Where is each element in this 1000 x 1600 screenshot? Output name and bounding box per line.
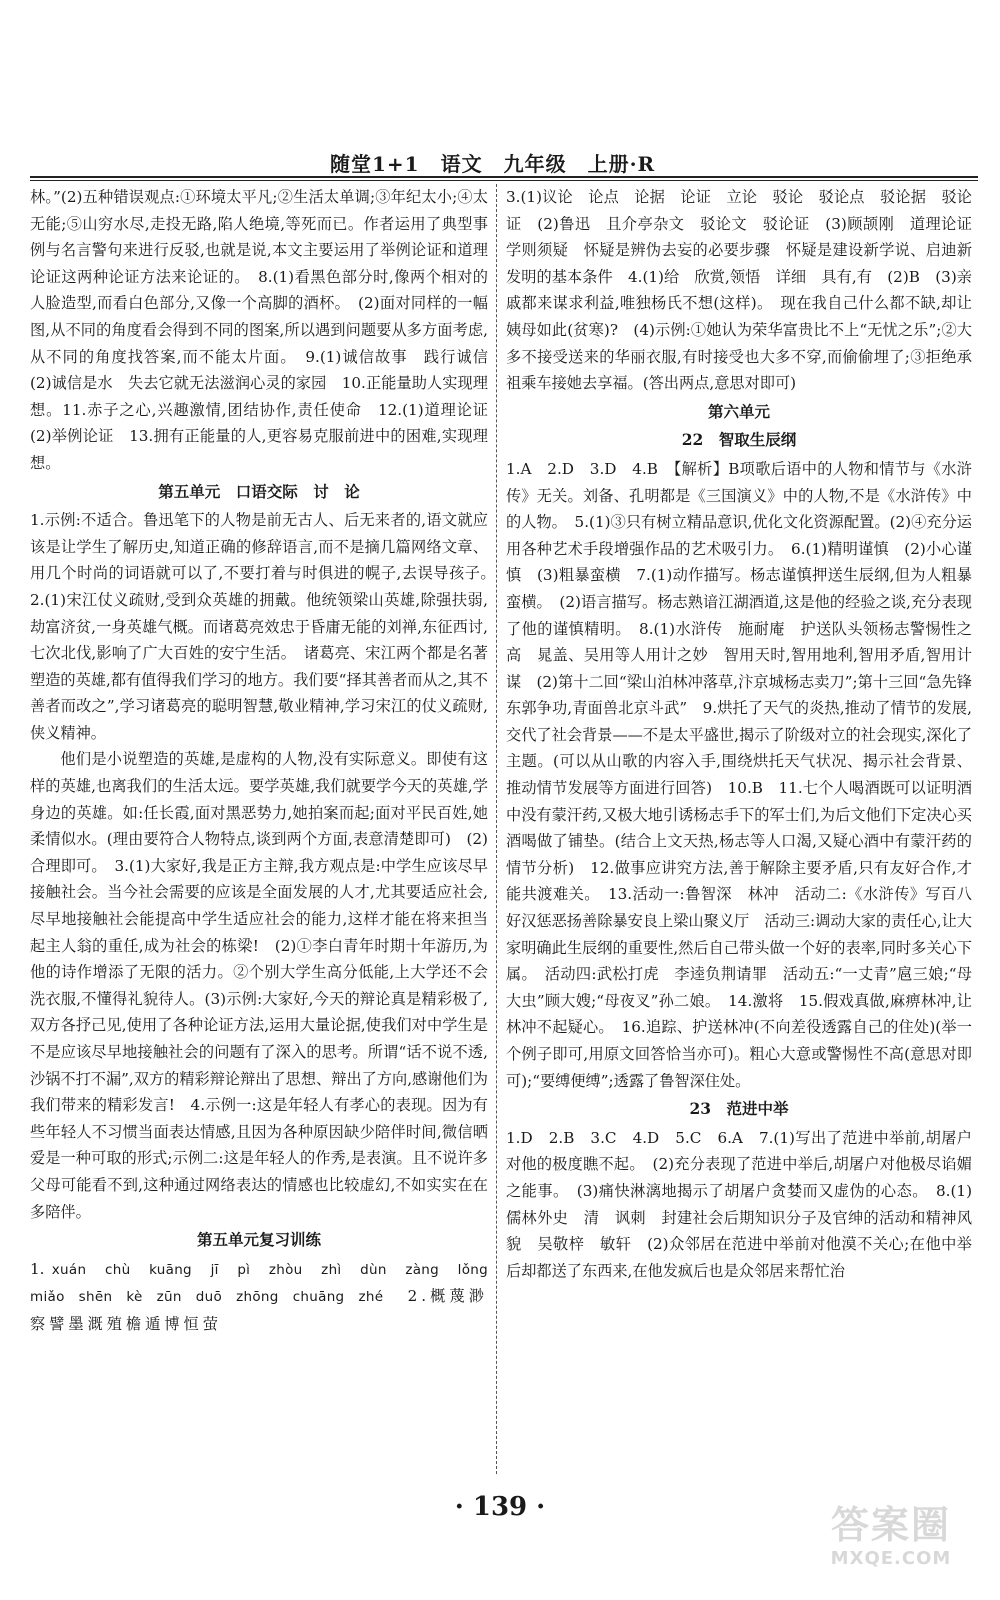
section-heading: 第五单元 口语交际 讨 论 bbox=[158, 481, 360, 501]
page-number: · 139 · bbox=[454, 1492, 546, 1522]
watermark-text: 答案圈 bbox=[830, 1502, 951, 1547]
answer-block: 3.(1)议论 论点 论据 论证 立论 驳论 驳论点 驳论据 驳论证 (2)鲁迅 且介亭杂文 驳论文 驳论证 (3)顾颉刚 道理论证 学则须疑 怀疑是辨伪去妄的必要步骤 怀疑是建设新学说、启迪新发明的基本条件 4.(1)给 欣赏,领悟 详细 具有,有 (2)B (3)亲戚都来谋求利益,唯独杨氏不想(这样)。 现在我自己什么都不缺,却让姨母如此(贫寒)? (4)示例:①她认为荣华富贵比不上“无忧之乐”;②大多不接受送来的华丽衣服,有时接受也大多不穿,而偷偷埋了;③拒绝承祖乘车接她去享福。(答出两点,意思对即可) bbox=[506, 188, 988, 393]
left-column bbox=[30, 184, 504, 1484]
character-answers: 2.概蔑渺察譬墨溉殖檐遁博恒萤 bbox=[30, 1287, 488, 1333]
right-column bbox=[506, 184, 988, 1484]
unit-heading: 第六单元 bbox=[707, 401, 770, 421]
column-divider bbox=[496, 184, 497, 1474]
answer-block: 林。”(2)五种错误观点:①环境太平凡;②生活太单调;③年纪太小;④太无能;⑤山穷水尽,走投无路,陷人绝境,等死而已。作者运用了典型事例与名言警句来进行反驳,也就是说,本文主要运用了举例论证和道理论证这两种论证方法来论证的。 8.(1)看黑色部分时,像两个相对的人脸造型,而看白色部分,又像一个高脚的酒杯。 (2)面对同样的一幅图,从不同的角度看会得到不同的图案,所以遇到问题要从多方面考虑,从不同的角度找答案,而不能太片面。 9.(1)诚信故事 践行诚信 (2)诚信是水 失去它就无法滋润心灵的家园 10.正能量助人实现理想。11.赤子之心,兴趣激情,团结协作,责任使命 12.(1)道理论证 (2)举例论证 13.拥有正能量的人,更容易克服前进中的困难,实现理想。 bbox=[30, 188, 504, 472]
lesson-heading: 22 智取生辰纲 bbox=[681, 430, 797, 450]
header-title: 随堂1+1 语文 九年级 上册·R bbox=[330, 152, 656, 176]
header-rule bbox=[30, 176, 978, 181]
running-header bbox=[0, 148, 1000, 174]
question-number: 1. bbox=[30, 1259, 45, 1278]
answer-block: 1.A 2.D 3.D 4.B 【解析】B项歌后语中的人物和情节与《水浒传》无关。刘备、孔明都是《三国演义》中的人物,不是《水浒传》中的人物。 5.(1)③只有树立精品意识,优化文化资源配置。(2)④充分运用各种艺术手段增强作品的艺术吸引力。 6.(1)精明谨慎 (2)小心谨慎 (3)粗暴蛮横 7.(1)动作描写。杨志谨慎押送生辰纲,但为人粗暴蛮横。 (2)语言描写。杨志熟谙江湖酒道,这是他的经验之谈,充分表现了他的谨慎精明。 8.(1)水浒传 施耐庵 护送队头领杨志警惕性之高 晁盖、吴用等人用计之妙 智用天时,智用地利,智用矛盾,智用计谋 (2)第十二回“梁山泊林冲落草,汴京城杨志卖刀”;第十三回“急先锋东郭争功,青面兽北京斗武” 9.烘托了天气的炎热,推动了情节的发展,交代了社会背景——不是太平盛世,揭示了阶级对立的社会现实,深化了主题。(可以从山歌的内容入手,围绕烘托天气状况、揭示社会背景、推动情节发展等方面进行回答) 10.B 11.七个人喝酒既可以证明酒中没有蒙汗药,又极大地引诱杨志手下的军士们,为后文他们下定决心买酒喝做了铺垫。(结合上文天热,杨志等人口渴,又疑心酒中有蒙汗药的情节分析) 12.做事应讲究方法,善于解除主要矛盾,只有友好合作,才能共渡难关。 13.活动一:鲁智深 林冲 活动二:《水浒传》写百八好汉惩恶扬善除暴安良上梁山聚义厅 活动三:调动大家的责任心,让大家明确此生辰纲的重要性,然后自己带头做一个好的表率,同时多关心下属。 活动四:武松打虎 李逵负荆请罪 活动五:“一丈青”扈三娘;“母大虫”顾大嫂;“母夜叉”孙二娘。 14.激将 15.假戏真做,麻痹林冲,让林冲不起疑心。 16.追踪、护送林冲(不向差役透露自己的住处)(举一个例子即可,用原文回答恰当亦可)。粗心大意或警惕性不高(意思对即可);“要缚便缚”;透露了鲁智深住处。 bbox=[506, 459, 972, 1090]
section-heading: 第五单元复习训练 bbox=[196, 1230, 321, 1250]
pinyin-text: xuán chù kuāng jī pì zhòu zhì dùn zàng lǒng miǎo shēn kè zūn duō zhōng chuāng zhé bbox=[30, 1261, 502, 1306]
watermark-url: MXQE.COM bbox=[830, 1548, 952, 1569]
answer-block: 他们是小说塑造的英雄,是虚构的人物,没有实际意义。即使有这样的英雄,也离我们的生活太远。要学英雄,我们就要学今天的英雄,学身边的英雄。如:任长霞,面对黑恶势力,她拍案而起;面对平民百姓,她柔情似水。(理由要符合人物特点,谈到两个方面,表意清楚即可) (2)合理即可。 3.(1)大家好,我是正方主辩,我方观点是:中学生应该尽早接触社会。当今社会需要的应该是全面发展的人才,尤其要适应社会,尽早地接触社会能提高中学生适应社会的能力,这样才能在将来担当起主人翁的重任,成为社会的栋梁! (2)①李白青年时期十年游历,为他的诗作增添了无限的活力。②个别大学生高分低能,上大学还不会洗衣服,不懂得礼貌待人。(3)示例:大家好,今天的辩论真是精彩极了,双方各抒己见,使用了各种论证方法,运用大量论据,使我们对中学生是不是应该尽早地接触社会的问题有了深入的思考。所谓“话不说不透,沙锅不打不漏”,双方的精彩辩论辩出了思想、辩出了方向,感谢他们为我们带来的精彩发言! 4.示例一:这是年轻人有孝心的表现。因为有些年轻人不习惯当面表达情感,且因为各种原因缺少陪伴时间,微信晒爱是一种可取的形式;示例二:这是年轻人的作秀,是表演。且不说许多父母可能看不到,这种通过网络表达的情感也比较虚幻,不如实实在在多陪伴。 bbox=[30, 750, 488, 1221]
pinyin-answer bbox=[30, 1256, 502, 1338]
answer-block: 1.示例:不适合。鲁迅笔下的人物是前无古人、后无来者的,语文就应该是让学生了解历史,知道正确的修辞语言,而不是摘几篇网络文章、用几个时尚的词语就可以了,不要打着与时俱进的幌子,去误导孩子。 2.(1)宋江仗义疏财,受到众英雄的拥戴。他统领梁山英雄,除强扶弱,劫富济贫,一身英雄气概。而诸葛亮效忠于昏庸无能的刘禅,东征西讨,七次北伐,影响了广大百姓的安宁生活。 诸葛亮、宋江两个都是名著塑造的英雄,都有值得我们学习的地方。我们要“择其善者而从之,其不善者而改之”,学习诸葛亮的聪明智慧,敬业精神,学习宋江的仗义疏财,侠义精神。 bbox=[30, 511, 504, 742]
watermark-logo bbox=[806, 1502, 976, 1582]
answer-block: 1.D 2.B 3.C 4.D 5.C 6.A 7.(1)写出了范进中举前,胡屠户对他的极度瞧不起。 (2)充分表现了范进中举后,胡屠户对他极尽谄媚之能事。 (3)痛快淋漓地揭示了胡屠户贪婪而又虚伪的心态。 8.(1)儒林外史 清 讽刺 封建社会后期知识分子及官绅的活动和精神风貌 吴敬梓 敏轩 (2)众邻居在范进中举前对他漠不关心;在他中举后却都送了东西来,在他发疯后也是众邻居来帮忙治 bbox=[506, 1128, 972, 1280]
lesson-heading: 23 范进中举 bbox=[689, 1099, 789, 1119]
